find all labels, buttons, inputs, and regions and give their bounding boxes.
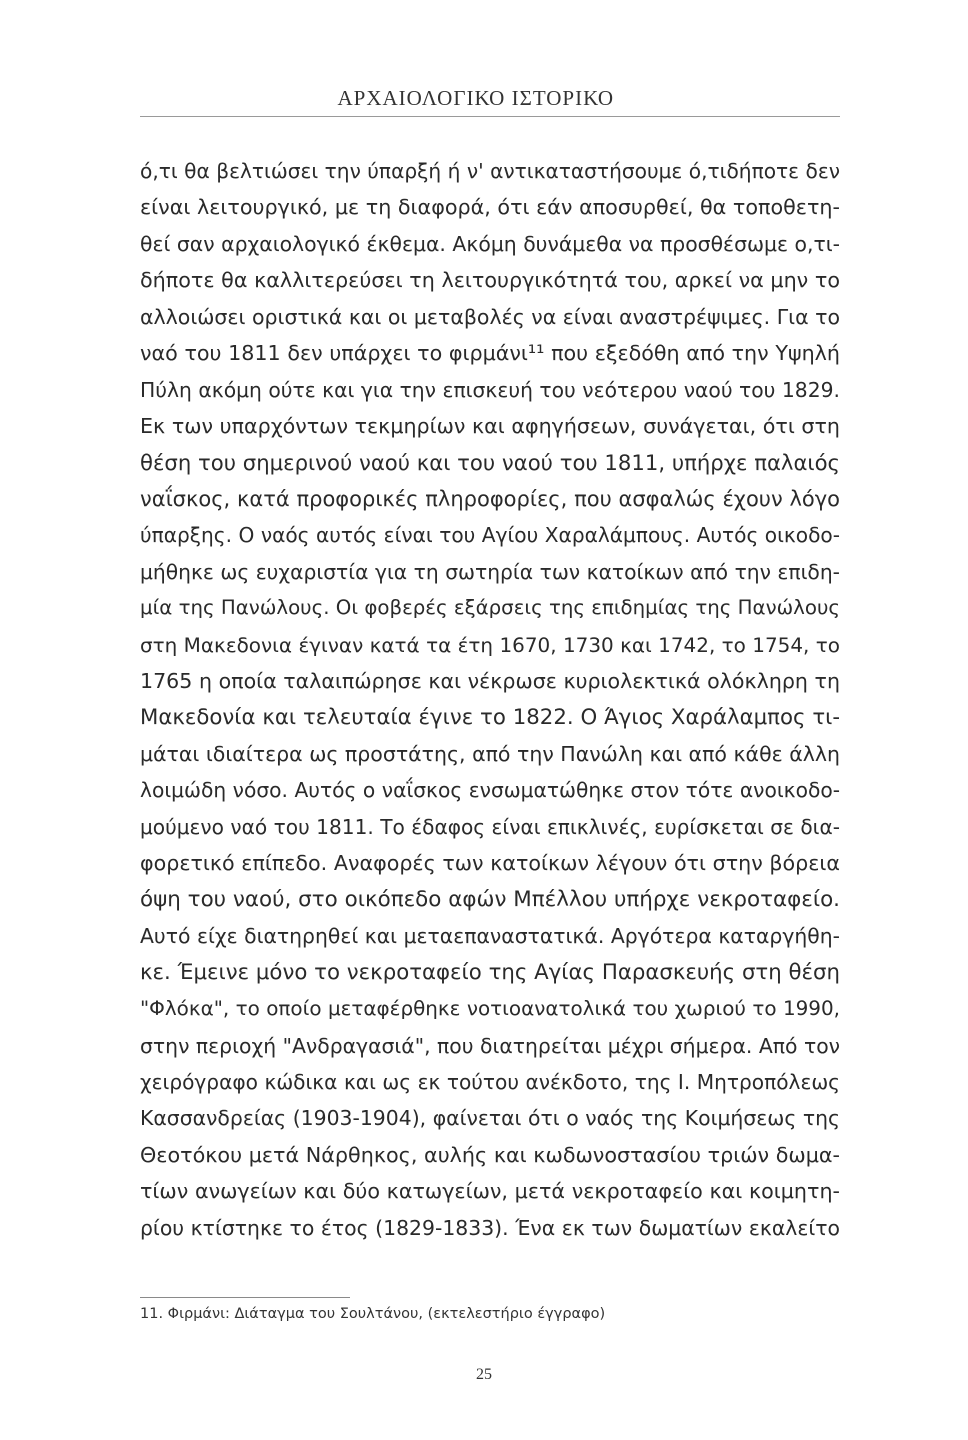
text-line: θέση του σημερινού ναού και του ναού του 1811, υπήρχε παλαιός [140,449,840,475]
text-line: μούμενο ναό του 1811. Το έδαφος είναι επικλινές, ευρίσκεται σε δια- [140,814,840,839]
text-line: μάται ιδιαίτερα ως προστάτης, από την Πανώλη και από κάθε άλλη [140,742,840,766]
text-line: Θεοτόκου μετά Νάρθηκος, αυλής και κωδωνοστασίου τριών δωμα- [140,1142,840,1167]
text-line: φορετικό επίπεδο. Αναφορές των κατοίκων λέγουν ότι στην βόρεια [140,851,840,876]
text-line: μία της Πανώλους. Οι φοβερές εξάρσεις της επιδημίας της Πανώλους [140,596,840,620]
body-text [140,153,840,1246]
text-line: λοιμώδη νόσο. Αυτός ο ναΐσκος ενσωματώθηκε στον τότε ανοικοδο- [140,778,840,803]
text-line: θεί σαν αρχαιολογικό έκθεμα. Ακόμη δυνάμεθα να προσθέσωμε ο,τι- [140,231,840,256]
text-line: δήποτε θα καλλιτερεύσει τη λειτουργικότητά του, αρκεί να μην το [140,268,840,293]
text-line: στη Μακεδονια έγιναν κατά τα έτη 1670, 1730 και 1742, το 1754, το [140,632,840,657]
running-header-title: ΑΡΧΑΙΟΛΟΓΙΚΟ ΙΣΤΟΡΙΚΟ [337,86,614,110]
text-line: ό,τι θα βελτιώσει την ύπαρξή ή ν' αντικαταστήσουμε ό,τιδήποτε δεν [140,159,840,183]
text-line: ύπαρξης. Ο ναός αυτός είναι του Αγίου Χαραλάμπους. Αυτός οικοδο- [140,523,840,548]
text-line: Αυτό είχε διατηρηθεί και μεταεπαναστατικά. Αργότερα καταργήθη- [140,924,840,949]
text-line: Μακεδονία και τελευταία έγινε το 1822. Ο Άγιος Χαράλαμπος τι- [140,704,840,730]
text-line: 1765 η οποία ταλαιπώρησε και νέκρωσε κυριολεκτικά ολόκληρη τη [140,669,840,694]
text-line: αλλοιώσει οριστικά και οι μεταβολές να είναι αναστρέψιμες. Για το [140,304,840,329]
text-line: Εκ των υπαρχόντων τεκμηρίων και αφηγήσεων, συνάγεται, ότι στη [140,414,840,439]
text-line: όψη του ναού, στο οικόπεδο αφών Μπέλλου υπήρχε νεκροταφείο. [140,886,840,912]
text-line: ρίου κτίστηκε το έτος (1829-1833). Ένα εκ των δωματίων εκαλείτο [140,1215,840,1240]
text-line: ναό του 1811 δεν υπάρχει το φιρμάνι¹¹ που εξεδόθη από την Υψηλή [140,341,840,366]
text-line: "Φλόκα", το οποίο μεταφέρθηκε νοτιοανατολικά του χωριού το 1990, [140,997,840,1021]
text-line: μήθηκε ως ευχαριστία για τη σωτηρία των κατοίκων από την επιδη- [140,559,840,584]
text-line: ναΐσκος, κατά προφορικές πληροφορίες, που ασφαλώς έχουν λόγο [140,485,840,511]
text-line: χειρόγραφο κώδικα και ως εκ τούτου ανέκδοτο, της Ι. Μητροπόλεως [140,1069,840,1094]
footnote: 11. Φιρμάνι: Διάταγμα του Σουλτάνου, (εκτελεστήριο έγγραφο) [140,1306,606,1322]
page-number: 25 [476,1366,492,1383]
text-line: Κασσανδρείας (1903-1904), φαίνεται ότι ο ναός της Κοιμήσεως της [140,1106,840,1131]
text-line: Πύλη ακόμη ούτε και για την επισκευή του νεότερου ναού του 1829. [140,377,840,402]
text-line: είναι λειτουργικό, με τη διαφορά, ότι εάν αποσυρθεί, θα τοποθετη- [140,195,840,220]
header-divider [140,116,840,117]
text-line: τίων ανωγείων και δύο κατωγείων, μετά νεκροταφείο και κοιμητη- [140,1179,840,1204]
footnote-divider [140,1297,350,1298]
text-line: κε. Έμεινε μόνο το νεκροταφείο της Αγίας Παρασκευής στη θέση [140,959,840,985]
text-line: στην περιοχή "Ανδραγασιά", που διατηρείται μέχρι σήμερα. Από τον [140,1033,841,1058]
